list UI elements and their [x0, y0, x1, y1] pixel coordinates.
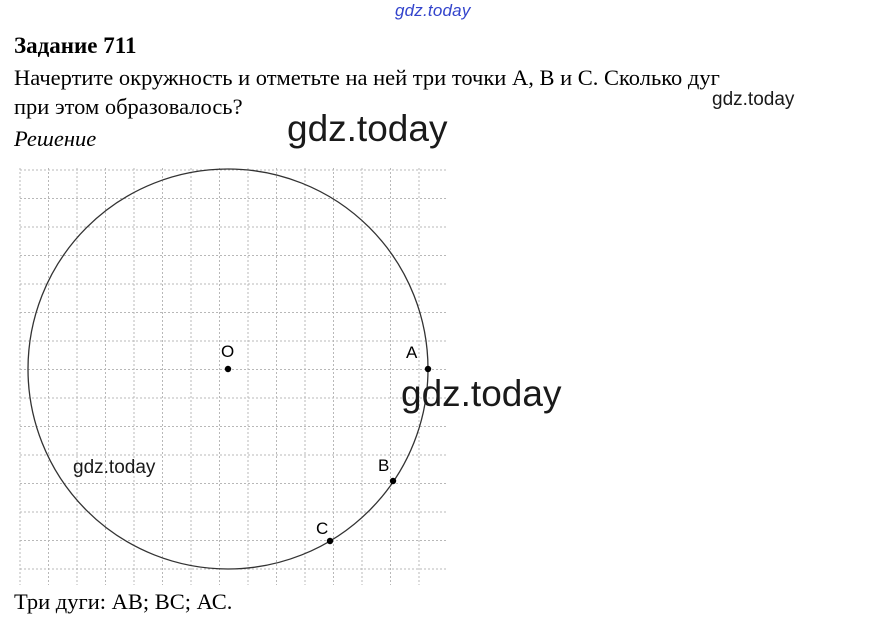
- point-a-dot: [425, 366, 431, 372]
- point-a-label: A: [406, 343, 418, 362]
- point-c-label: C: [316, 519, 329, 538]
- solution-label: Решение: [14, 126, 97, 151]
- watermark-big-middle: gdz.today: [401, 373, 562, 414]
- watermark-big-top: gdz.today: [287, 108, 448, 149]
- point-b-dot: [390, 478, 396, 484]
- watermark-top: gdz.today: [395, 1, 471, 20]
- center-label: O: [221, 342, 235, 361]
- point-c-dot: [327, 538, 333, 544]
- question-line-2: при этом образовалось?: [14, 94, 243, 119]
- watermark-small-left: gdz.today: [73, 457, 156, 478]
- center-point: [225, 366, 231, 372]
- point-b-label: B: [378, 456, 390, 475]
- question-line-1: Начертите окружность и отметьте на ней три точки А, В и С. Сколько дуг: [14, 65, 720, 90]
- task-title: Задание 711: [14, 33, 137, 58]
- watermark-small-right: gdz.today: [712, 89, 795, 110]
- answer: Три дуги: АВ; ВС; АС.: [14, 589, 233, 614]
